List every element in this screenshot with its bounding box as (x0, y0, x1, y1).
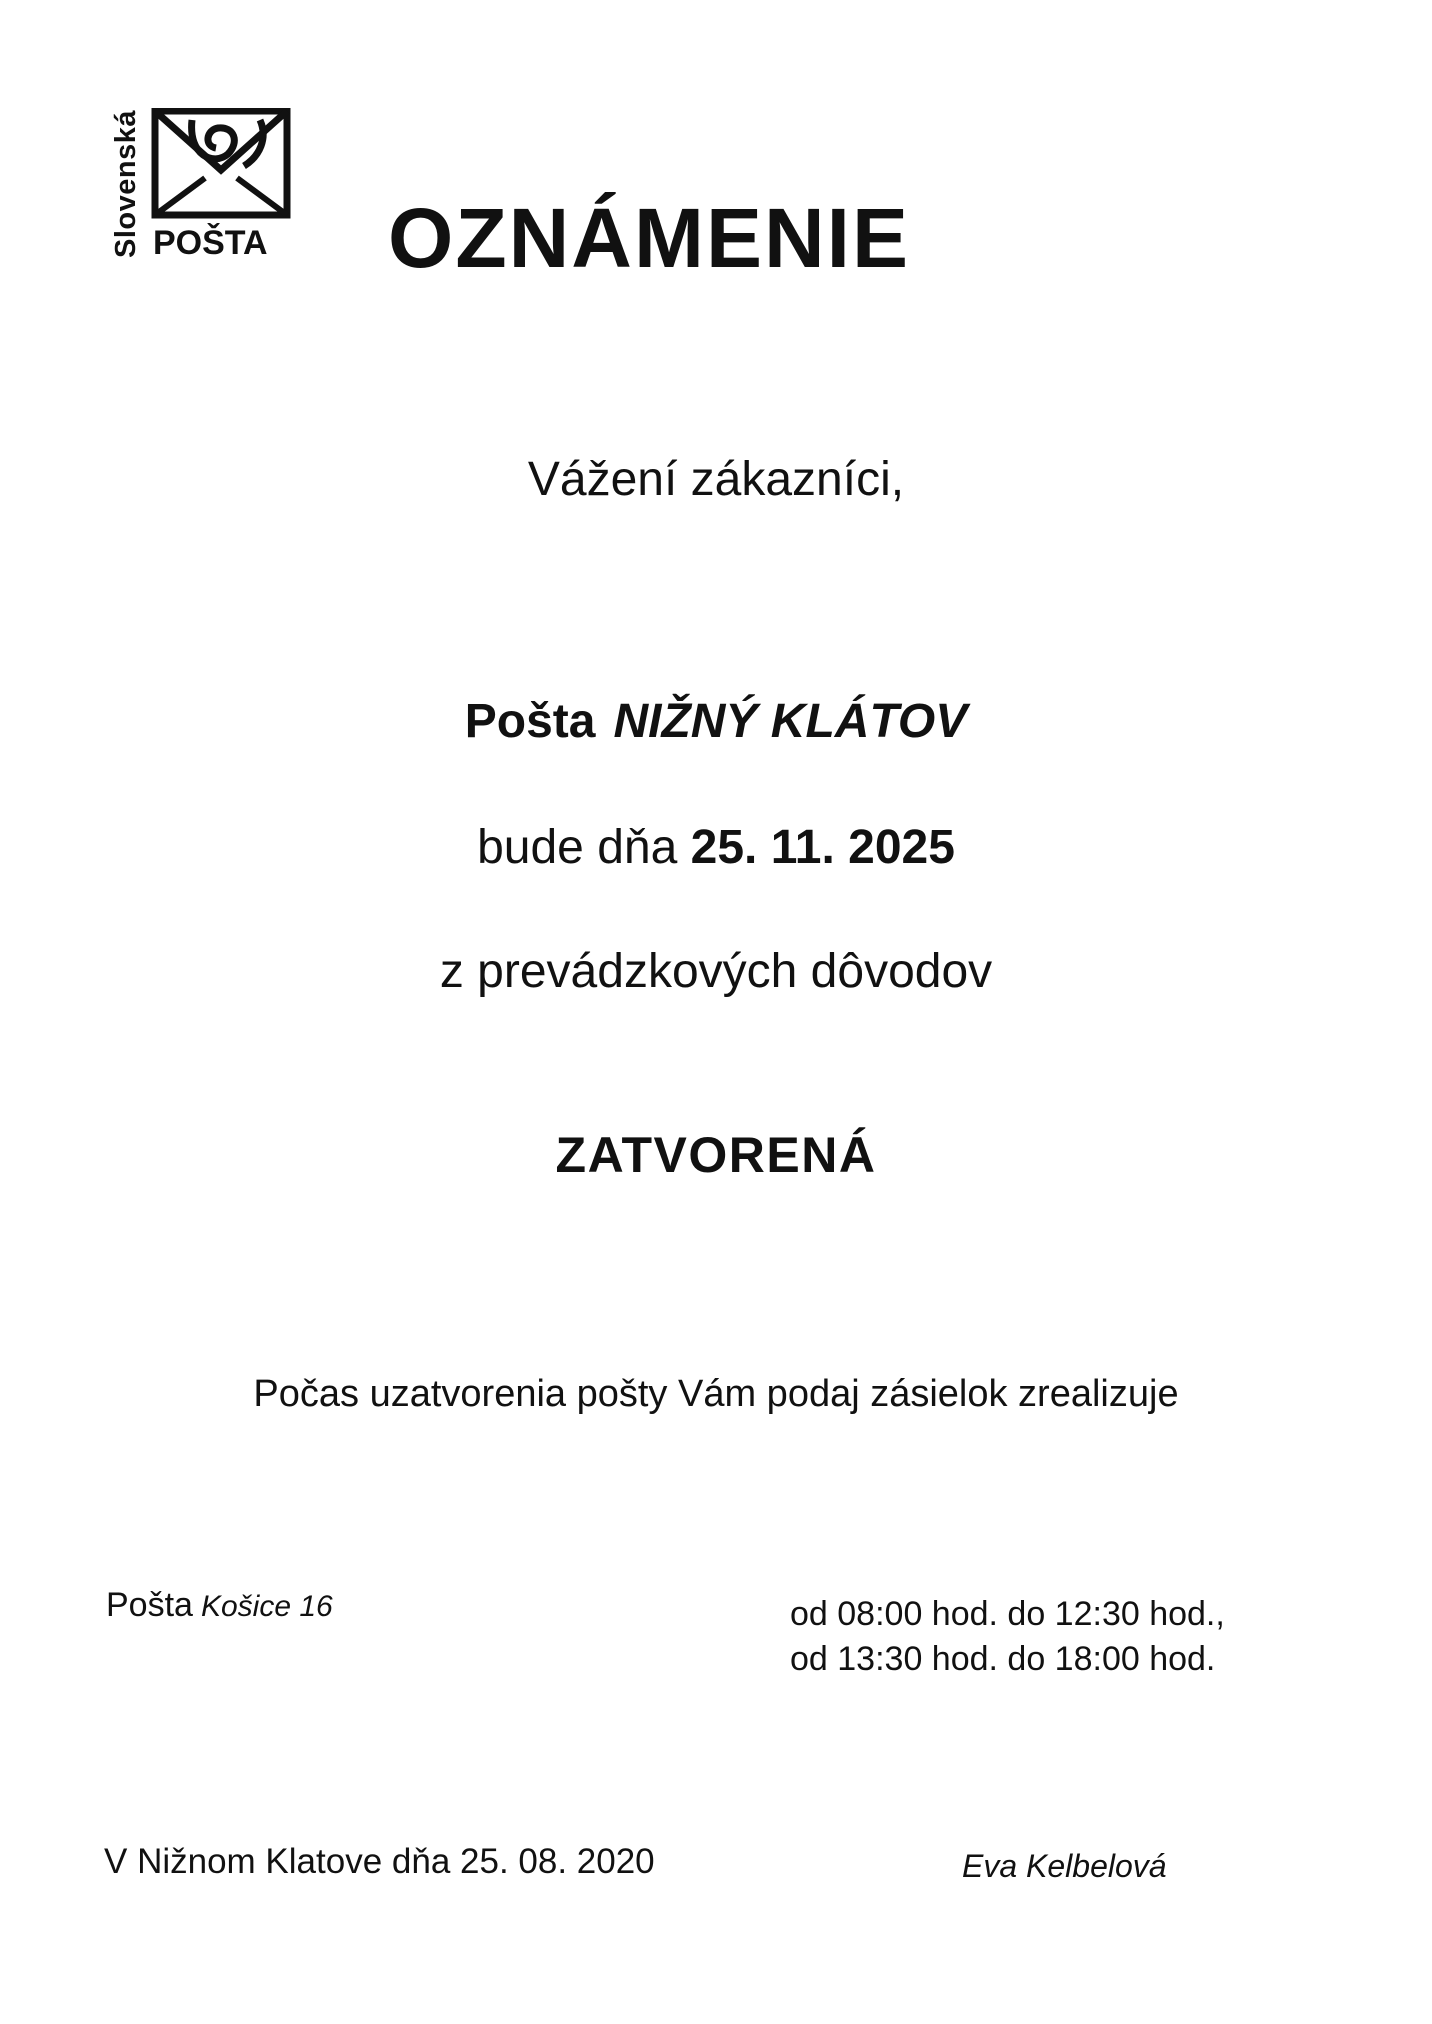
opening-hours (790, 1592, 1225, 1682)
closure-date-prefix: bude dňa (477, 821, 678, 874)
alternative-branch-name: Košice 16 (200, 1590, 333, 1623)
branch-name: NIŽNÝ KLÁTOV (613, 695, 968, 748)
logo-brand-bottom: POŠTA (153, 224, 268, 262)
closure-date-line (0, 820, 1432, 875)
opening-hours-line: od 13:30 hod. do 18:00 hod. (790, 1640, 1216, 1678)
closure-date: 25. 11. 2025 (690, 821, 955, 874)
branch-line (0, 694, 1432, 749)
signature: Eva Kelbelová (962, 1848, 1167, 1884)
closure-reason: z prevádzkových dôvodov (439, 945, 993, 998)
place-and-date: V Nižnom Klatove dňa 25. 08. 2020 (104, 1842, 655, 1881)
opening-hours-line: od 08:00 hod. do 12:30 hod., (790, 1595, 1225, 1633)
greeting: Vážení zákazníci, (527, 453, 905, 506)
closure-status: ZATVORENÁ (555, 1127, 877, 1183)
logo-brand-top: Slovenská (110, 110, 142, 258)
branch-prefix: Pošta (464, 695, 596, 748)
alternative-branch-prefix: Pošta (106, 1586, 193, 1624)
notice-title: OZNÁMENIE (388, 191, 910, 285)
alternative-info: Počas uzatvorenia pošty Vám podaj zásielok zrealizuje (253, 1373, 1179, 1415)
alternative-branch (106, 1586, 333, 1625)
